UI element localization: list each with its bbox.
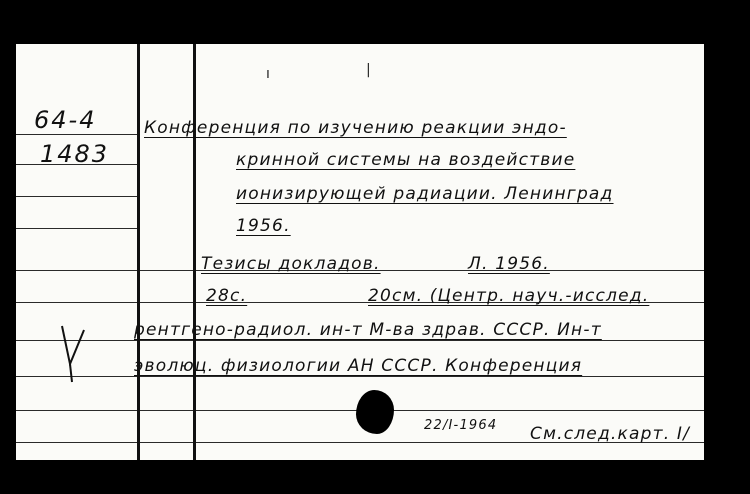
card-line-8: 20см. (Центр. науч.-исслед. [368,286,650,306]
date-note: 22/I-1964 [424,418,498,433]
continuation-note: См.след.карт. I/ [530,424,691,444]
card-line-1: Конференция по изучению реакции эндо- [144,118,567,138]
card-line-7: 28с. [206,286,248,306]
call-number-bottom: 1483 [40,140,110,168]
stray-mark: | [366,62,371,78]
ruled-line [16,196,138,197]
stray-mark: ı [266,66,270,82]
card-line-6: Л. 1956. [468,254,550,274]
check-mark-icon [58,324,88,384]
margin-line-right [193,44,196,460]
margin-line-left [137,44,140,460]
ruled-line [16,134,138,135]
ruled-line [16,228,138,229]
call-number-top: 64-4 [34,106,97,134]
ruled-line [16,340,704,341]
card-line-4: 1956. [236,216,291,236]
catalog-card [16,44,704,460]
card-line-3: ионизирующей радиации. Ленинград [236,184,614,204]
card-line-5: Тезисы докладов. [201,254,381,274]
card-line-2: кринной системы на воздействие [236,150,576,170]
card-line-10: эволюц. физиологии АН СССР. Конференция [134,356,583,376]
ruled-line [16,376,704,377]
card-line-9: рентгено-радиол. ин-т М-ва здрав. СССР. Ин-т [134,320,602,340]
ink-blot [356,390,394,434]
